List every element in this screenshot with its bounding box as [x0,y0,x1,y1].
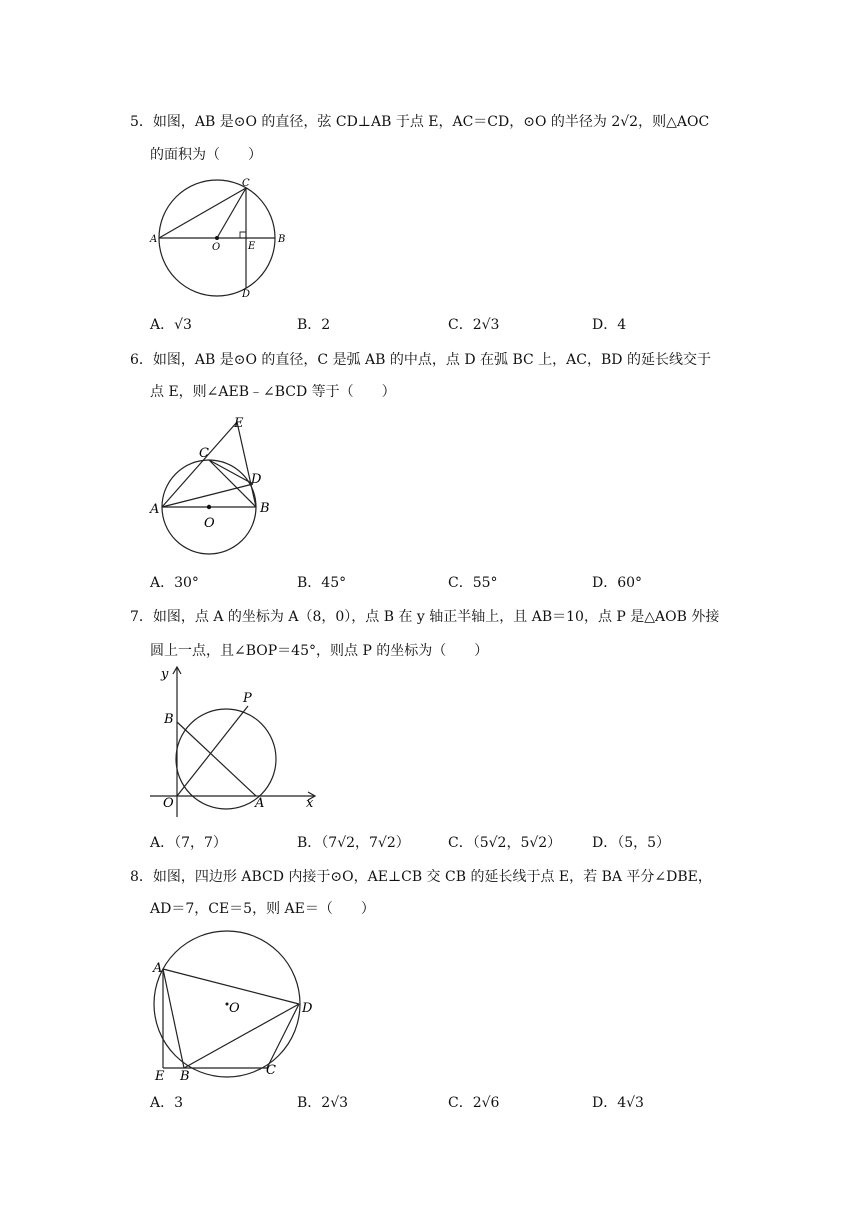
q7-text-line1: 7．如图，点 A 的坐标为 A（8，0），点 B 在 y 轴正半轴上，且 AB＝10，点 P 是△AOB 外接 [130,609,720,625]
q8-text-line2: AD＝7，CE＝5，则 AE＝（ ） [150,901,375,917]
q8-label-c: C [266,1063,276,1078]
q7-figure [145,662,325,822]
q8-label-o: O [229,1001,240,1016]
q6-option-b[interactable]: B．45° [297,575,347,591]
q7-label-p: P [243,691,252,706]
q6-label-d: D [251,472,262,487]
q6-text-line2: 点 E，则∠AEB﹣∠BCD 等于（ ） [150,384,396,400]
q8-option-c[interactable]: C．2√6 [448,1095,500,1111]
q6-figure [145,410,280,560]
q5-label-d: D [242,289,251,300]
q5-text-line2: 的面积为（ ） [150,147,262,163]
q5-label-e: E [248,241,256,252]
q5-label-c: C [242,178,250,189]
q7-label-o: O [163,796,174,811]
q7-label-b: B [164,712,174,727]
q7-option-c[interactable]: C．（5√2，5√2） [448,835,562,851]
q6-label-e: E [234,416,244,431]
q7-label-x: x [306,796,314,811]
q8-option-b[interactable]: B．2√3 [297,1095,349,1111]
q5-label-o: O [212,242,221,253]
q8-label-e: E [155,1069,165,1083]
q7-text-line2: 圆上一点，且∠BOP＝45°，则点 P 的坐标为（ ） [150,643,489,659]
q6-label-o: O [204,516,215,531]
q8-option-d[interactable]: D．4√3 [592,1095,644,1111]
q5-label-a: A [150,234,158,245]
q6-text-line1: 6．如图，AB 是⊙O 的直径，C 是弧 AB 的中点，点 D 在弧 BC 上，AC，BD 的延长线交于 [130,352,711,368]
q7-label-y: y [161,667,169,682]
q8-text-line1: 8．如图，四边形 ABCD 内接于⊙O，AE⊥CB 交 CB 的延长线于点 E，若 BA 平分∠DBE， [130,869,712,885]
q6-label-c: C [199,446,209,461]
q6-option-c[interactable]: C．55° [448,575,498,591]
q5-option-b[interactable]: B．2 [297,317,331,333]
q7-option-b[interactable]: B．（7√2，7√2） [297,835,410,851]
q8-option-a[interactable]: A．3 [150,1095,184,1111]
q5-option-a[interactable]: A．√3 [150,317,192,333]
q8-label-d: D [302,1001,313,1016]
q8-label-b: B [180,1069,190,1083]
q8-figure [145,928,325,1083]
q6-option-a[interactable]: A．30° [150,575,199,591]
q7-option-d[interactable]: D．（5，5） [592,835,671,851]
q5-option-c[interactable]: C．2√3 [448,317,500,333]
q5-label-b: B [278,234,286,245]
q6-label-b: B [260,501,270,516]
q6-label-a: A [150,502,160,517]
q7-option-a[interactable]: A．（7，7） [150,835,227,851]
q5-text-line1: 5．如图，AB 是⊙O 的直径，弦 CD⊥AB 于点 E，AC＝CD，⊙O 的半径为 2√2，则△AOC [130,114,710,130]
q6-option-d[interactable]: D．60° [592,575,643,591]
q5-figure [145,175,295,300]
q5-option-d[interactable]: D．4 [592,317,627,333]
q7-label-a: A [255,796,265,811]
q8-label-a: A [153,961,163,976]
